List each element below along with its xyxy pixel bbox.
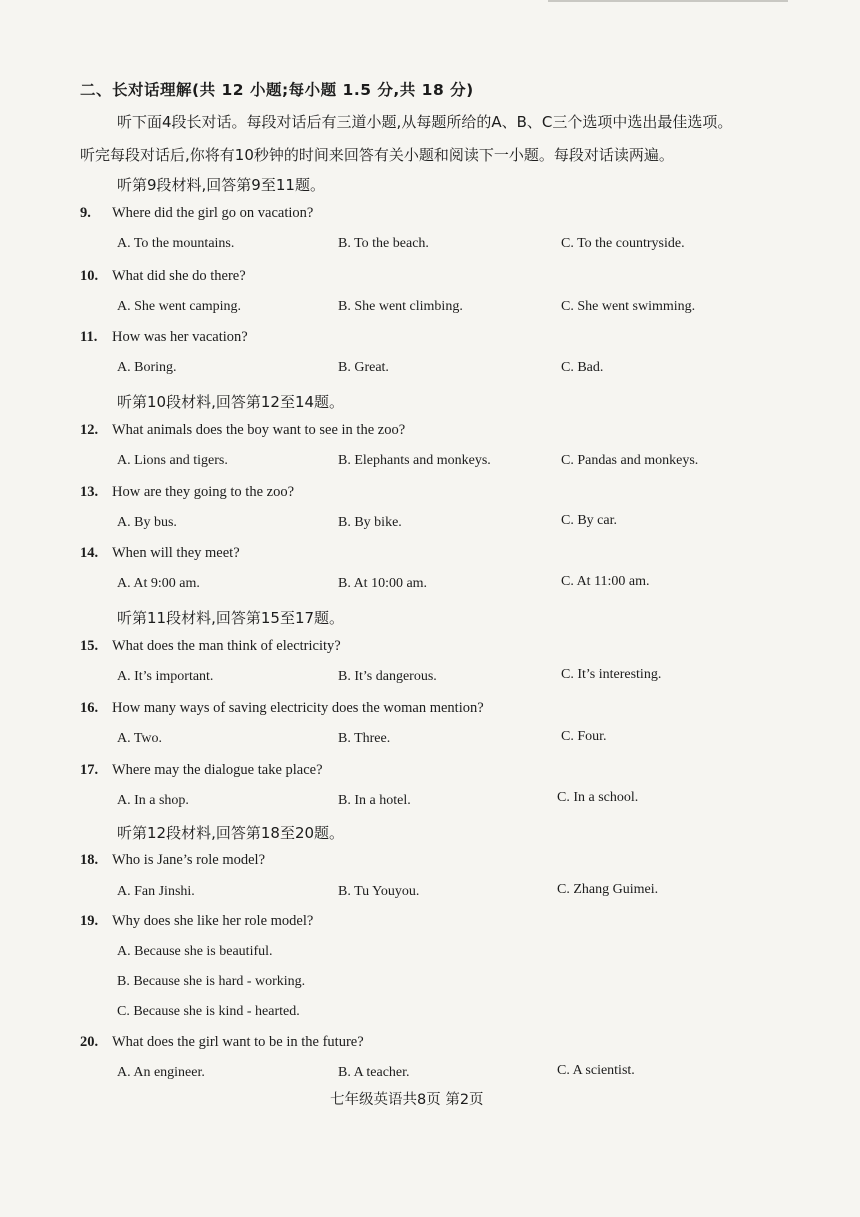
- option-b: B. To the beach.: [338, 236, 429, 251]
- question-text: What does the man think of electricity?: [112, 638, 341, 654]
- question-number: 11.: [80, 329, 98, 345]
- question-number: 19.: [80, 913, 99, 929]
- instruction-line-1: 听下面4段长对话。每段对话后有三道小题,从每题所给的A、B、C三个选项中选出最佳选项。: [117, 113, 733, 131]
- material-heading: 听第11段材料,回答第15至17题。: [117, 609, 345, 627]
- question-text: How are they going to the zoo?: [112, 484, 295, 500]
- option-c: C. A scientist.: [557, 1063, 635, 1078]
- option-c: C. Bad.: [561, 360, 604, 375]
- option-a: A. At 9:00 am.: [117, 576, 200, 591]
- question-text: How was her vacation?: [112, 329, 248, 345]
- option-c: C. Because she is kind - hearted.: [117, 1004, 300, 1019]
- question: [80, 913, 313, 930]
- option-a: A. Because she is beautiful.: [117, 944, 273, 959]
- question-number: 9.: [80, 205, 91, 221]
- option-b: B. At 10:00 am.: [338, 576, 428, 591]
- option-b: B. Three.: [338, 731, 391, 746]
- option-b: B. It’s dangerous.: [338, 669, 437, 684]
- option-a: A. It’s important.: [117, 669, 214, 684]
- question: [80, 638, 341, 655]
- material-heading: 听第12段材料,回答第18至20题。: [117, 824, 345, 842]
- question-text: Where did the girl go on vacation?: [112, 205, 314, 221]
- material-heading: 听第9段材料,回答第9至11题。: [117, 176, 325, 194]
- option-b: B. Tu Youyou.: [338, 884, 420, 899]
- section-title: 二、长对话理解(共 12 小题;每小题 1.5 分,共 18 分): [80, 81, 474, 99]
- question-number: 17.: [80, 762, 99, 778]
- option-c: C. At 11:00 am.: [561, 574, 650, 589]
- option-c: C. She went swimming.: [561, 299, 696, 314]
- material-heading: 听第10段材料,回答第12至14题。: [117, 393, 345, 411]
- question-number: 15.: [80, 638, 99, 654]
- option-b: B. Because she is hard - working.: [117, 974, 306, 989]
- question-text: Who is Jane’s role model?: [112, 852, 266, 868]
- top-border-line: [548, 0, 788, 2]
- option-c: C. To the countryside.: [561, 236, 685, 251]
- option-b: B. Great.: [338, 360, 389, 375]
- option-b: B. By bike.: [338, 515, 402, 530]
- page-footer: 七年级英语共8页 第2页: [330, 1092, 484, 1108]
- question: [80, 545, 240, 562]
- question-text: Why does she like her role model?: [112, 913, 314, 929]
- question: [80, 329, 248, 346]
- option-a: A. Boring.: [117, 360, 177, 375]
- option-b: B. A teacher.: [338, 1065, 410, 1080]
- option-c: C. Pandas and monkeys.: [561, 453, 699, 468]
- question-text: How many ways of saving electricity does the woman mention?: [112, 700, 484, 716]
- question-number: 18.: [80, 852, 99, 868]
- option-c: C. In a school.: [557, 790, 639, 805]
- option-b: B. Elephants and monkeys.: [338, 453, 491, 468]
- question: [80, 484, 294, 501]
- question-number: 14.: [80, 545, 99, 561]
- option-c: C. Zhang Guimei.: [557, 882, 659, 897]
- option-a: A. By bus.: [117, 515, 177, 530]
- option-c: C. It’s interesting.: [561, 667, 662, 682]
- question-text: Where may the dialogue take place?: [112, 762, 323, 778]
- instruction-line-2: 听完每段对话后,你将有10秒钟的时间来回答有关小题和阅读下一小题。每段对话读两遍。: [80, 146, 674, 164]
- option-c: C. By car.: [561, 513, 617, 528]
- option-a: A. Lions and tigers.: [117, 453, 228, 468]
- option-a: A. In a shop.: [117, 793, 189, 808]
- question-number: 10.: [80, 268, 99, 284]
- question-number: 12.: [80, 422, 99, 438]
- question-number: 16.: [80, 700, 99, 716]
- option-c: C. Four.: [561, 729, 607, 744]
- question: [80, 422, 405, 439]
- question: [80, 268, 246, 285]
- option-b: B. In a hotel.: [338, 793, 411, 808]
- option-b: B. She went climbing.: [338, 299, 463, 314]
- question: [80, 205, 313, 222]
- question-number: 13.: [80, 484, 99, 500]
- question: [80, 762, 323, 779]
- question: [80, 700, 484, 717]
- question-text: What animals does the boy want to see in the zoo?: [112, 422, 406, 438]
- option-a: A. Two.: [117, 731, 163, 746]
- question-text: What did she do there?: [112, 268, 246, 284]
- option-a: A. She went camping.: [117, 299, 242, 314]
- question-text: What does the girl want to be in the future?: [112, 1034, 364, 1050]
- question: [80, 1034, 364, 1051]
- option-a: A. An engineer.: [117, 1065, 205, 1080]
- question: [80, 852, 265, 869]
- option-a: A. To the mountains.: [117, 236, 235, 251]
- question-number: 20.: [80, 1034, 99, 1050]
- option-a: A. Fan Jinshi.: [117, 884, 195, 899]
- question-text: When will they meet?: [112, 545, 240, 561]
